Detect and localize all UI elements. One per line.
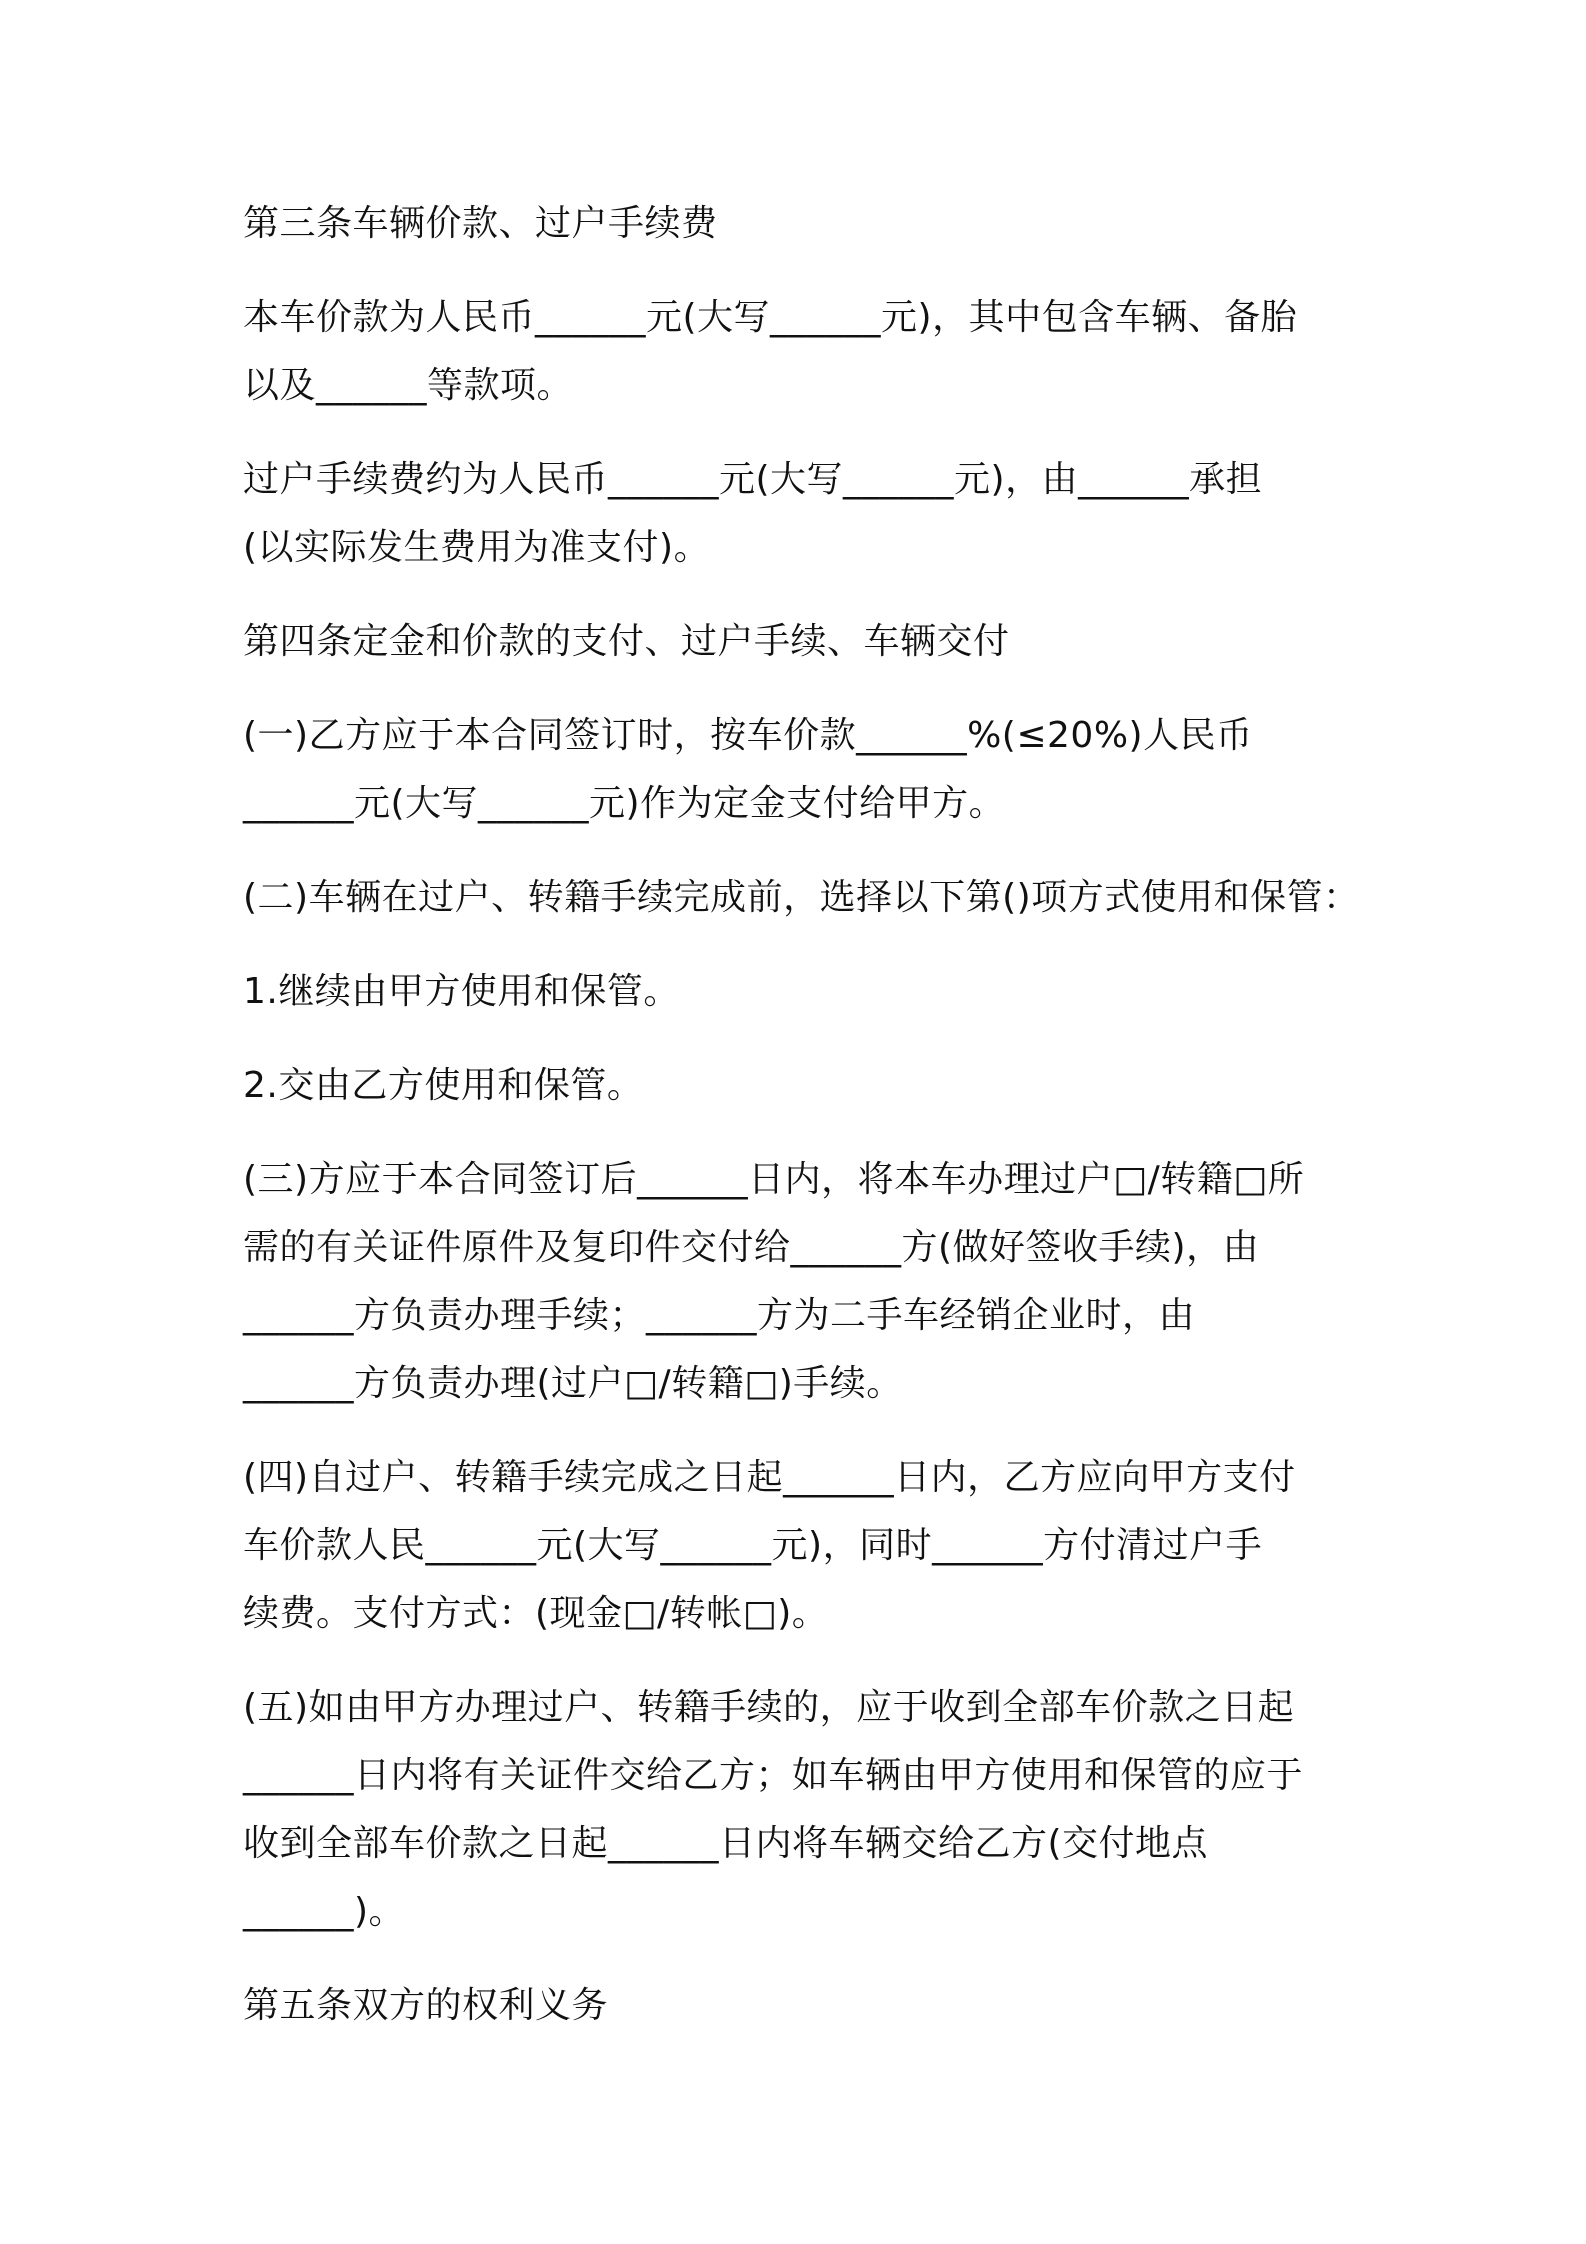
custody-choice-paragraph xyxy=(243,864,1363,932)
text-line: (二)车辆在过户、转籍手续完成前，选择以下第()项方式使用和保管： xyxy=(243,877,1360,918)
text-line: 第三条车辆价款、过户手续费 xyxy=(243,203,718,244)
vehicle-price-paragraph xyxy=(243,284,1363,420)
text-line: ______方负责办理(过户□/转籍□)手续。 xyxy=(243,1363,903,1404)
text-line: (五)如由甲方办理过户、转籍手续的，应于收到全部车价款之日起 xyxy=(243,1687,1295,1728)
text-line: 本车价款为人民币______元(大写______元)，其中包含车辆、备胎 xyxy=(243,297,1298,338)
text-line: 车价款人民______元(大写______元)，同时______方付清过户手 xyxy=(243,1525,1263,1566)
text-line: ______)。 xyxy=(243,1891,406,1932)
text-line: 2.交由乙方使用和保管。 xyxy=(243,1065,644,1106)
text-line: (三)方应于本合同签订后______日内，将本车办理过户□/转籍□所 xyxy=(243,1159,1305,1200)
text-line: 续费。支付方式：(现金□/转帐□)。 xyxy=(243,1593,829,1634)
text-line: 收到全部车价款之日起______日内将车辆交给乙方(交付地点 xyxy=(243,1823,1209,1864)
option-1-paragraph xyxy=(243,958,1363,1026)
text-line: 第五条双方的权利义务 xyxy=(243,1985,609,2026)
documents-handover-paragraph xyxy=(243,1146,1363,1418)
payment-paragraph xyxy=(243,1444,1363,1648)
text-line: 以及______等款项。 xyxy=(243,365,574,406)
article-4-title xyxy=(243,608,1363,676)
document-body xyxy=(243,190,1363,2066)
delivery-paragraph xyxy=(243,1674,1363,1946)
text-line: 第四条定金和价款的支付、过户手续、车辆交付 xyxy=(243,621,1010,662)
text-line: (以实际发生费用为准支付)。 xyxy=(243,527,711,568)
article-3-title xyxy=(243,190,1363,258)
transfer-fee-paragraph xyxy=(243,446,1363,582)
article-5-title xyxy=(243,1972,1363,2040)
text-line: ______日内将有关证件交给乙方；如车辆由甲方使用和保管的应于 xyxy=(243,1755,1304,1796)
text-line: 1.继续由甲方使用和保管。 xyxy=(243,971,680,1012)
text-line: (四)自过户、转籍手续完成之日起______日内，乙方应向甲方支付 xyxy=(243,1457,1296,1498)
option-2-paragraph xyxy=(243,1052,1363,1120)
text-line: ______方负责办理手续；______方为二手车经销企业时，由 xyxy=(243,1295,1196,1336)
text-line: (一)乙方应于本合同签订时，按车价款______%(≤20%)人民币 xyxy=(243,715,1253,756)
text-line: 需的有关证件原件及复印件交付给______方(做好签收手续)，由 xyxy=(243,1227,1260,1268)
deposit-paragraph xyxy=(243,702,1363,838)
text-line: 过户手续费约为人民币______元(大写______元)，由______承担 xyxy=(243,459,1263,500)
text-line: ______元(大写______元)作为定金支付给甲方。 xyxy=(243,783,1006,824)
